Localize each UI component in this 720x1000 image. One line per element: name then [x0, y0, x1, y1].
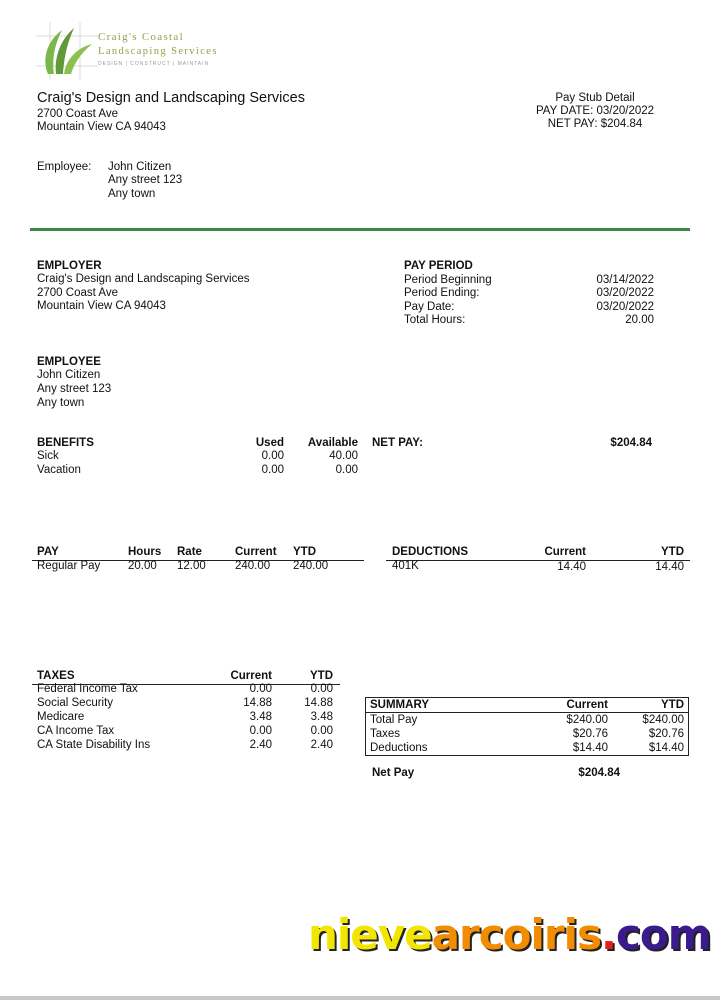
benefit-available: 0.00: [335, 464, 358, 476]
logo-text-line1: Craig's Coastal: [98, 31, 184, 43]
site-watermark: [308, 910, 710, 959]
tax-ytd: 3.48: [310, 711, 333, 723]
pay-period-label: Period Ending:: [404, 287, 480, 300]
summary-row-ytd: $14.40: [648, 742, 684, 754]
net-pay-label: NET PAY:: [372, 437, 423, 449]
table-row: [404, 314, 654, 328]
logo-text-line3: DESIGN | CONSTRUCT | MAINTAIN: [98, 61, 210, 67]
taxes-current-header: Current: [230, 670, 272, 682]
pay-row-ytd: 240.00: [293, 560, 329, 572]
logo-text-line2: Landscaping Services: [98, 46, 218, 57]
employer-city: Mountain View CA 94043: [37, 300, 166, 312]
table-row: [366, 741, 689, 756]
table-row: [366, 727, 689, 741]
benefits-used-header: Used: [255, 437, 284, 449]
deductions-current-header: Current: [544, 546, 586, 558]
tax-name: CA Income Tax: [37, 725, 115, 737]
pay-row-rate: 12.00: [177, 560, 206, 572]
pay-row-name: Regular Pay: [37, 560, 101, 572]
company-logo-graphic: [36, 22, 98, 80]
company-name: Craig's Design and Landscaping Services: [37, 90, 305, 106]
summary-row-current: $240.00: [566, 714, 608, 726]
summary-header: SUMMARY: [370, 699, 429, 711]
pay-period-value: 20.00: [625, 314, 654, 327]
employee-label: Employee:: [37, 161, 92, 173]
company-city: Mountain View CA 94043: [37, 121, 166, 133]
tax-ytd: 0.00: [310, 725, 333, 737]
watermark-part: com: [615, 910, 711, 959]
tax-ytd: 14.88: [304, 697, 333, 709]
summary-row-current: $14.40: [572, 742, 608, 754]
summary-row-current: $20.76: [572, 728, 608, 740]
tax-current: 0.00: [249, 683, 272, 695]
watermark-part: nieve: [308, 910, 432, 959]
summary-current-header: Current: [566, 699, 608, 711]
tax-ytd: 2.40: [310, 739, 333, 751]
table-row: [404, 287, 654, 301]
employee-name: John Citizen: [37, 369, 101, 381]
summary-row-ytd: $20.76: [648, 728, 684, 740]
pay-period-table: [404, 273, 654, 327]
benefit-name: Sick: [37, 450, 59, 462]
pay-current-header: Current: [235, 546, 277, 558]
tax-name: CA State Disability Ins: [37, 739, 151, 751]
benefit-used: 0.00: [261, 464, 284, 476]
watermark-part: arcoiris: [431, 910, 601, 959]
pay-header: PAY: [37, 546, 59, 558]
footer-rule: [0, 996, 720, 1000]
deduction-current: 14.40: [557, 561, 586, 573]
pay-period-label: Pay Date:: [404, 300, 455, 313]
tax-current: 0.00: [249, 725, 272, 737]
pay-ytd-header: YTD: [293, 546, 316, 558]
summary-header-row: [366, 698, 689, 713]
net-pay-value: $204.84: [610, 437, 652, 449]
tax-name: Medicare: [37, 711, 85, 723]
pay-period-value: 03/20/2022: [596, 287, 654, 300]
summary-row-name: Total Pay: [370, 714, 418, 726]
company-street: 2700 Coast Ave: [37, 108, 118, 120]
employer-street: 2700 Coast Ave: [37, 287, 118, 299]
benefits-available-header: Available: [307, 437, 358, 449]
section-divider: [30, 228, 690, 231]
stub-pay-date: PAY DATE: 03/20/2022: [535, 105, 655, 117]
stub-net-pay: NET PAY: $204.84: [547, 118, 643, 130]
summary-net-pay-label: Net Pay: [372, 767, 415, 779]
employer-name: Craig's Design and Landscaping Services: [37, 273, 250, 285]
benefit-available: 40.00: [329, 450, 358, 462]
employee-town: Any town: [37, 397, 85, 409]
employee-street: Any street 123: [37, 383, 112, 395]
table-row: [404, 273, 654, 287]
pay-period-value: 03/14/2022: [596, 273, 654, 286]
tax-current: 14.88: [243, 697, 272, 709]
pay-hours-header: Hours: [128, 546, 162, 558]
summary-row-name: Taxes: [370, 728, 401, 740]
pay-rate-header: Rate: [177, 546, 202, 558]
taxes-ytd-header: YTD: [310, 670, 333, 682]
pay-period-value: 03/20/2022: [596, 300, 654, 313]
benefit-name: Vacation: [37, 464, 81, 476]
summary-table: [365, 697, 689, 756]
employee-heading: EMPLOYEE: [37, 356, 101, 368]
pay-period-heading: PAY PERIOD: [404, 260, 473, 272]
tax-name: Social Security: [37, 697, 114, 709]
table-row: [404, 300, 654, 314]
table-row: [366, 713, 689, 728]
stub-title: Pay Stub Detail: [555, 92, 635, 104]
watermark-part: .: [600, 910, 616, 959]
employer-heading: EMPLOYER: [37, 260, 102, 272]
pay-row-current: 240.00: [235, 560, 271, 572]
deduction-name: 401K: [392, 560, 419, 572]
tax-ytd: 0.00: [310, 683, 333, 695]
employee-top-town: Any town: [108, 188, 156, 200]
deductions-ytd-header: YTD: [661, 546, 684, 558]
deductions-header: DEDUCTIONS: [392, 546, 469, 558]
summary-row-name: Deductions: [370, 742, 428, 754]
tax-name: Federal Income Tax: [37, 683, 138, 695]
tax-current: 3.48: [249, 711, 272, 723]
summary-ytd-header: YTD: [661, 699, 684, 711]
employee-top-name: John Citizen: [108, 161, 172, 173]
deduction-ytd: 14.40: [655, 561, 684, 573]
benefit-used: 0.00: [261, 450, 284, 462]
pay-period-label: Total Hours:: [404, 314, 466, 327]
summary-row-ytd: $240.00: [642, 714, 684, 726]
pay-row-hours: 20.00: [128, 560, 157, 572]
pay-period-label: Period Beginning: [404, 273, 492, 286]
tax-current: 2.40: [249, 739, 272, 751]
taxes-header: TAXES: [37, 670, 75, 682]
benefits-heading: BENEFITS: [37, 437, 94, 449]
summary-net-pay-value: $204.84: [578, 767, 620, 779]
employee-top-street: Any street 123: [108, 174, 183, 186]
